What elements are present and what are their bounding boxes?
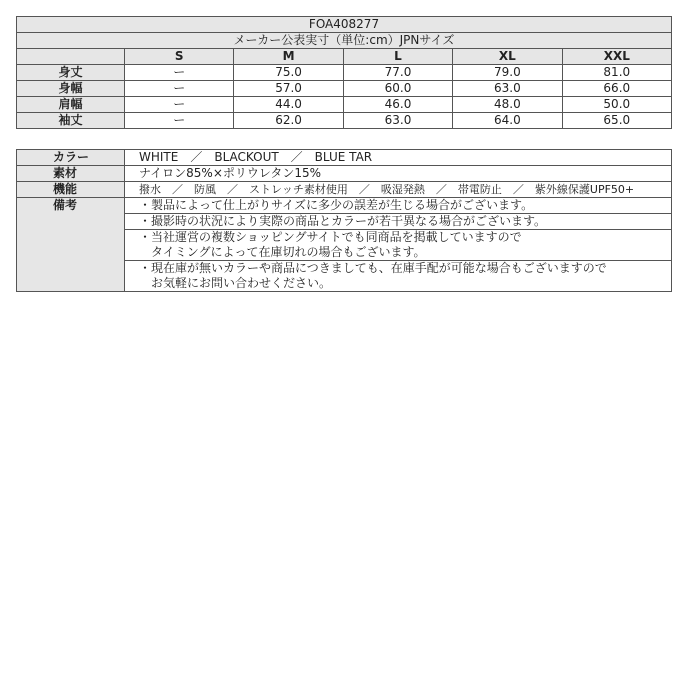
measurement-cell: 50.0	[562, 97, 671, 113]
measurement-row-body-width	[17, 81, 672, 97]
measurement-cell: 66.0	[562, 81, 671, 97]
note-item	[125, 261, 672, 292]
notes-label: 備考	[17, 198, 125, 292]
color-value: WHITE ／ BLACKOUT ／ BLUE TAR	[125, 150, 672, 166]
measurement-row-sleeve-length	[17, 113, 672, 129]
features-value: 撥水 ／ 防風 ／ ストレッチ素材使用 ／ 吸湿発熱 ／ 帯電防止 ／ 紫外線保護UPF50+	[125, 182, 672, 198]
color-row	[17, 150, 672, 166]
measurement-cell: 48.0	[453, 97, 562, 113]
product-code: FOA408277	[17, 17, 672, 33]
features-label: 機能	[17, 182, 125, 198]
header-corner-cell	[17, 49, 125, 65]
note-item	[125, 198, 672, 214]
size-header-xxl: XXL	[562, 49, 671, 65]
measurement-cell: ー	[125, 113, 234, 129]
measurement-cell: 63.0	[343, 113, 452, 129]
size-header-l: L	[343, 49, 452, 65]
measurement-cell: 63.0	[453, 81, 562, 97]
row-label: 身幅	[17, 81, 125, 97]
measurement-row-body-length	[17, 65, 672, 81]
note-item	[125, 230, 672, 261]
measurement-row-shoulder-width	[17, 97, 672, 113]
size-header-row	[17, 49, 672, 65]
color-label: カラー	[17, 150, 125, 166]
measurement-cell: 62.0	[234, 113, 343, 129]
size-header-m: M	[234, 49, 343, 65]
measurement-cell: ー	[125, 65, 234, 81]
size-chart-table	[16, 16, 672, 129]
note-line: ・現在庫が無いカラーや商品につきましても、在庫手配が可能な場合もございますので	[139, 261, 607, 275]
size-header-xl: XL	[453, 49, 562, 65]
size-header-s: S	[125, 49, 234, 65]
measurement-cell: 60.0	[343, 81, 452, 97]
row-label: 肩幅	[17, 97, 125, 113]
note-line: ・当社運営の複数ショッピングサイトでも同商品を掲載していますので	[139, 230, 522, 244]
size-caption-row	[17, 33, 672, 49]
measurement-cell: 65.0	[562, 113, 671, 129]
features-row	[17, 182, 672, 198]
note-line: ・製品によって仕上がりサイズに多少の誤差が生じる場合がございます。	[139, 198, 534, 212]
material-row	[17, 166, 672, 182]
measurement-cell: 46.0	[343, 97, 452, 113]
measurement-cell: 75.0	[234, 65, 343, 81]
product-code-row	[17, 17, 672, 33]
material-label: 素材	[17, 166, 125, 182]
notes-row	[17, 198, 672, 214]
measurement-cell: 57.0	[234, 81, 343, 97]
measurement-cell: 64.0	[453, 113, 562, 129]
measurement-cell: 79.0	[453, 65, 562, 81]
note-line: ・撮影時の状況により実際の商品とカラーが若干異なる場合がございます。	[139, 214, 547, 228]
row-label: 身丈	[17, 65, 125, 81]
size-caption: メーカー公表実寸（単位:cm）JPNサイズ	[17, 33, 672, 49]
row-label: 袖丈	[17, 113, 125, 129]
measurement-cell: 44.0	[234, 97, 343, 113]
measurement-cell: ー	[125, 97, 234, 113]
measurement-cell: ー	[125, 81, 234, 97]
measurement-cell: 81.0	[562, 65, 671, 81]
note-line: タイミングによって在庫切れの場合もございます。	[139, 245, 426, 259]
note-item	[125, 214, 672, 230]
material-value: ナイロン85%×ポリウレタン15%	[125, 166, 672, 182]
product-info-table	[16, 149, 672, 292]
note-line: お気軽にお問い合わせください。	[139, 276, 332, 290]
measurement-cell: 77.0	[343, 65, 452, 81]
